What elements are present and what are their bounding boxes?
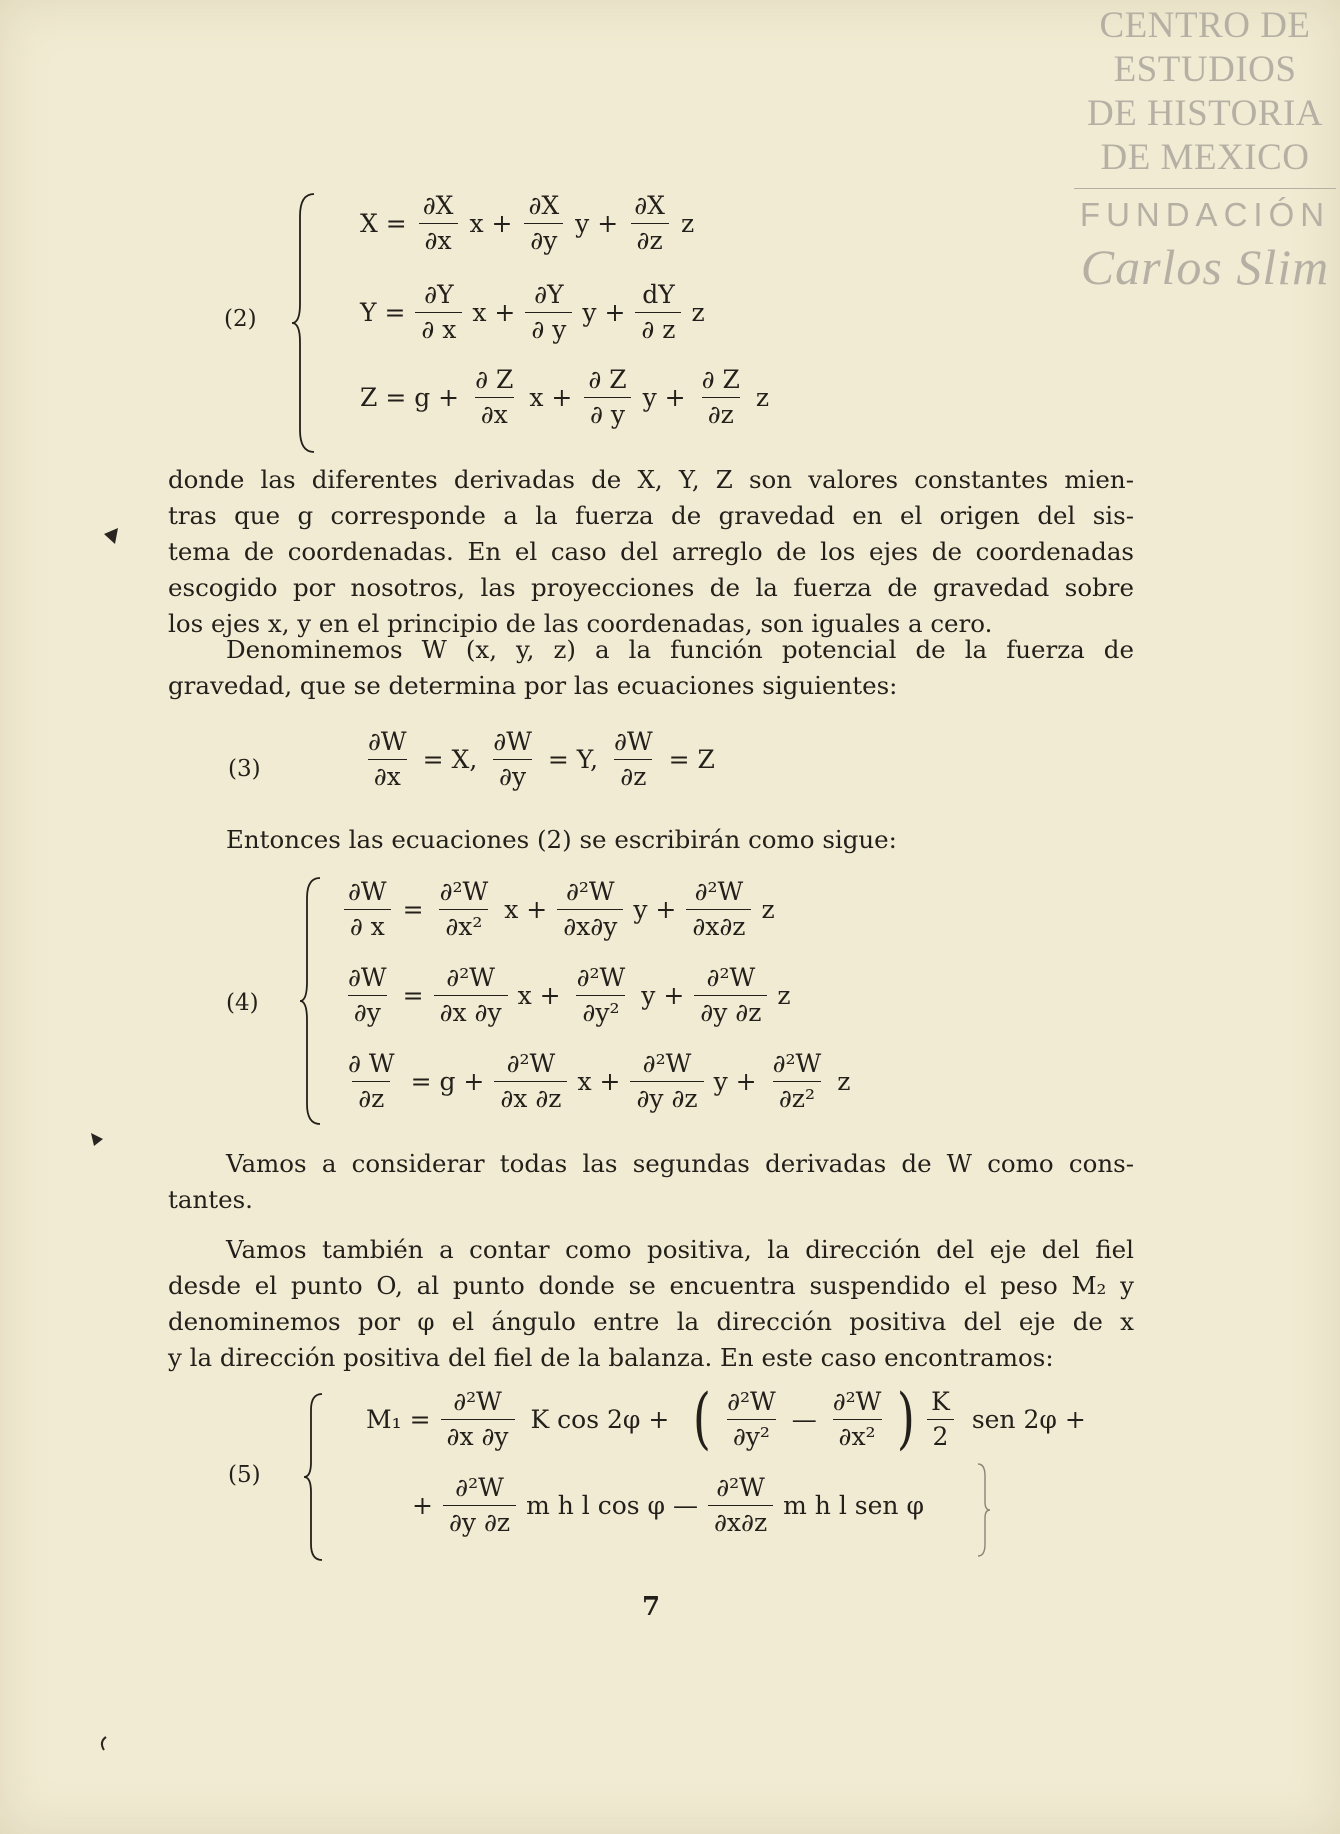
eq4-term: x + — [504, 894, 548, 924]
numerator: ∂X — [634, 191, 665, 220]
text-line: denominemos por φ el ángulo entre la dirección positiva del eje de x — [168, 1307, 1134, 1336]
numerator: ∂W — [368, 727, 407, 756]
eq2-fraction — [415, 281, 462, 343]
paragraph-4 — [168, 1146, 1134, 1218]
denominator: ∂y ∂z — [630, 1081, 703, 1113]
eq2-lhs: Y = — [360, 297, 406, 327]
denominator: 2 — [927, 1419, 955, 1451]
equation-5-row-1 — [362, 1380, 1090, 1457]
denominator: ∂z — [702, 397, 740, 429]
eq2-fraction — [628, 192, 671, 254]
numerator: ∂²W — [576, 963, 626, 992]
denominator: ∂z — [631, 223, 669, 255]
eq2-term: z — [691, 297, 705, 327]
left-brace-eq5 — [304, 1392, 328, 1562]
eq4-fraction — [767, 1050, 828, 1112]
paragraph-5 — [168, 1232, 1134, 1376]
eq4-term: z — [837, 1066, 851, 1096]
left-paren: ( — [693, 1380, 712, 1457]
watermark-signature: Carlos Slim — [1080, 239, 1330, 295]
eq4-term: y + — [641, 980, 685, 1010]
denominator: ∂x — [475, 397, 514, 429]
eq5-fraction — [443, 1474, 516, 1536]
denominator: ∂z — [352, 1081, 390, 1113]
left-brace-eq2 — [292, 192, 320, 454]
denominator: ∂y — [493, 759, 532, 791]
denominator: ∂y² — [727, 1419, 776, 1451]
equation-2-row-2 — [356, 281, 709, 343]
eq3-term: = X, — [422, 744, 478, 774]
watermark-line: DE HISTORIA — [1086, 93, 1324, 134]
eq4-term: y + — [713, 1066, 757, 1096]
eq5-term: m h l cos φ — — [526, 1490, 698, 1520]
right-paren: ) — [897, 1380, 916, 1457]
eq4-term: z — [761, 894, 775, 924]
eq2-fraction — [635, 281, 681, 343]
equation-label-5: (5) — [228, 1462, 261, 1488]
equation-2-row-1 — [356, 192, 698, 254]
numerator: ∂²W — [446, 963, 495, 992]
left-brace-eq4 — [300, 876, 326, 1126]
denominator: ∂z — [614, 759, 652, 791]
denominator: ∂ z — [635, 312, 681, 344]
denominator: ∂x∂z — [708, 1505, 773, 1537]
text-line: tema de coordenadas. En el caso del arreglo de los ejes de coordenadas — [168, 537, 1134, 566]
numerator: ∂²W — [772, 1049, 822, 1078]
text-line: desde el punto O, al punto donde se encuentra suspendido el peso M₂ y — [168, 1271, 1134, 1300]
scan-speck — [96, 1734, 110, 1754]
numerator: ∂²W — [439, 877, 489, 906]
numerator: ∂X — [422, 191, 454, 220]
eq5-term: sen 2φ + — [971, 1404, 1086, 1434]
denominator: ∂x ∂y — [434, 995, 508, 1027]
eq5-fraction — [925, 1388, 956, 1450]
numerator: ∂ Z — [475, 365, 514, 394]
eq2-fraction — [417, 192, 460, 254]
text-line: tantes. — [168, 1185, 253, 1214]
denominator: ∂x — [368, 759, 407, 791]
eq4-lhs-fraction — [342, 964, 393, 1026]
eq2-term: x + — [529, 382, 573, 412]
denominator: ∂x² — [439, 909, 488, 941]
text-line: gravedad, que se determina por las ecuaciones siguientes: — [168, 671, 898, 700]
numerator: ∂²W — [832, 1387, 882, 1416]
numerator: K — [931, 1387, 950, 1416]
equation-label-2: (2) — [224, 306, 257, 332]
eq4-lhs-fraction — [342, 878, 393, 940]
scan-speck — [102, 526, 122, 548]
eq4-term: z — [777, 980, 791, 1010]
eq5-term: m h l sen φ — [783, 1490, 924, 1520]
equation-4-row-1 — [336, 878, 779, 940]
eq4-fraction — [686, 878, 751, 940]
denominator: ∂y ∂z — [694, 995, 767, 1027]
numerator: ∂W — [614, 727, 653, 756]
watermark-rule — [1074, 188, 1336, 189]
denominator: ∂z² — [773, 1081, 821, 1113]
eq4-term: = — [402, 980, 424, 1010]
text-line: Denominemos W (x, y, z) a la función potencial de la fuerza de — [226, 635, 1134, 664]
denominator: ∂y ∂z — [443, 1505, 516, 1537]
paragraph-3 — [168, 822, 1134, 858]
denominator: ∂ y — [525, 312, 572, 344]
eq2-fraction — [469, 366, 519, 428]
eq3-term: = Z — [668, 744, 715, 774]
equation-4-row-3 — [336, 1050, 854, 1112]
eq5-term: + — [412, 1490, 433, 1520]
eq4-term: y + — [633, 894, 677, 924]
numerator: ∂²W — [453, 1387, 502, 1416]
eq2-term: z — [680, 208, 695, 238]
watermark-line: CENTRO DE — [1099, 5, 1311, 46]
eq4-term: = — [402, 894, 424, 924]
eq2-term: z — [755, 382, 770, 412]
eq3-term: = Y, — [547, 744, 599, 774]
text-line: y la dirección positiva del fiel de la balanza. En este caso encontramos: — [168, 1343, 1054, 1372]
page-number: 7 — [642, 1592, 661, 1622]
eq3-fraction — [608, 728, 659, 790]
denominator: ∂x ∂z — [494, 1081, 567, 1113]
text-line: los ejes x, y en el principio de las coordenadas, son iguales a cero. — [168, 609, 993, 638]
denominator: ∂y² — [576, 995, 625, 1027]
eq4-fraction — [494, 1050, 567, 1112]
numerator: ∂²W — [506, 1049, 556, 1078]
numerator: ∂Y — [534, 280, 564, 309]
eq2-fraction — [582, 366, 632, 428]
eq3-fraction — [487, 728, 538, 790]
numerator: ∂²W — [455, 1473, 504, 1502]
denominator: ∂ y — [584, 397, 631, 429]
equation-4-row-2 — [336, 964, 795, 1026]
eq4-fraction — [434, 878, 495, 940]
eq4-fraction — [557, 878, 623, 940]
numerator: ∂²W — [642, 1049, 692, 1078]
numerator: ∂W — [493, 727, 532, 756]
watermark-line: DE MEXICO — [1100, 137, 1310, 178]
eq2-term: x + — [469, 208, 513, 238]
denominator: ∂y — [524, 223, 563, 255]
eq5-lhs: M₁ = — [366, 1404, 431, 1434]
text-line: Vamos a considerar todas las segundas derivadas de W como cons- — [226, 1149, 1134, 1178]
numerator: ∂²W — [727, 1387, 776, 1416]
numerator: ∂ W — [348, 1049, 395, 1078]
equation-label-4: (4) — [226, 990, 259, 1016]
eq4-term: x + — [517, 980, 561, 1010]
eq4-fraction — [571, 964, 632, 1026]
equation-label-3: (3) — [228, 756, 261, 782]
watermark-line: ESTUDIOS — [1113, 49, 1297, 90]
numerator: dY — [642, 280, 675, 309]
eq4-term: = g + — [410, 1066, 485, 1096]
eq5-fraction — [827, 1388, 888, 1450]
eq2-term: y + — [642, 382, 686, 412]
right-brace-eq5 — [976, 1462, 992, 1558]
equation-2-row-3 — [356, 366, 773, 428]
numerator: ∂W — [348, 963, 387, 992]
eq2-fraction — [696, 366, 746, 428]
numerator: ∂²W — [565, 877, 615, 906]
text-line: donde las diferentes derivadas de X, Y, Z son valores constantes mien- — [168, 465, 1134, 494]
eq2-term: y + — [582, 297, 626, 327]
paragraph-1 — [168, 462, 1134, 642]
eq4-lhs-fraction — [342, 1050, 401, 1112]
eq2-term: y + — [575, 208, 619, 238]
denominator: ∂y — [348, 995, 387, 1027]
watermark-foundation: FUNDACIÓN — [1079, 196, 1331, 233]
eq3-fraction — [362, 728, 413, 790]
eq4-fraction — [434, 964, 508, 1026]
denominator: ∂ x — [415, 312, 462, 344]
eq4-term: x + — [577, 1066, 621, 1096]
eq5-fraction — [708, 1474, 773, 1536]
eq4-fraction — [694, 964, 767, 1026]
denominator: ∂ x — [344, 909, 391, 941]
numerator: ∂²W — [706, 963, 756, 992]
eq2-lhs: Z = g + — [360, 382, 460, 412]
text-line: escogido por nosotros, las proyecciones de la fuerza de gravedad sobre — [168, 573, 1134, 602]
watermark — [1070, 4, 1340, 295]
denominator: ∂x ∂y — [441, 1419, 515, 1451]
numerator: ∂²W — [716, 1473, 765, 1502]
eq2-fraction — [522, 192, 565, 254]
text-line: Vamos también a contar como positiva, la dirección del eje del fiel — [226, 1235, 1134, 1264]
numerator: ∂ Z — [588, 365, 627, 394]
numerator: ∂ Z — [701, 365, 740, 394]
numerator: ∂W — [348, 877, 387, 906]
equation-5-row-2 — [408, 1474, 928, 1536]
eq5-fraction — [441, 1388, 515, 1450]
eq4-fraction — [630, 1050, 703, 1112]
text-line: tras que g corresponde a la fuerza de gravedad en el origen del sis- — [168, 501, 1134, 530]
equation-3 — [356, 728, 719, 790]
numerator: ∂²W — [694, 877, 744, 906]
scan-speck — [88, 1130, 108, 1150]
text-line: Entonces las ecuaciones (2) se escribirán como sigue: — [226, 825, 897, 854]
paragraph-2 — [168, 632, 1134, 704]
eq2-term: x + — [472, 297, 516, 327]
numerator: ∂Y — [424, 280, 454, 309]
eq5-term: K cos 2φ + — [530, 1404, 670, 1434]
eq2-fraction — [525, 281, 572, 343]
eq2-lhs: X = — [360, 208, 407, 238]
numerator: ∂X — [528, 191, 560, 220]
eq5-term: — — [791, 1404, 817, 1434]
denominator: ∂x² — [833, 1419, 882, 1451]
denominator: ∂x∂z — [686, 909, 751, 941]
eq5-fraction — [721, 1388, 782, 1450]
denominator: ∂x∂y — [557, 909, 623, 941]
denominator: ∂x — [419, 223, 458, 255]
